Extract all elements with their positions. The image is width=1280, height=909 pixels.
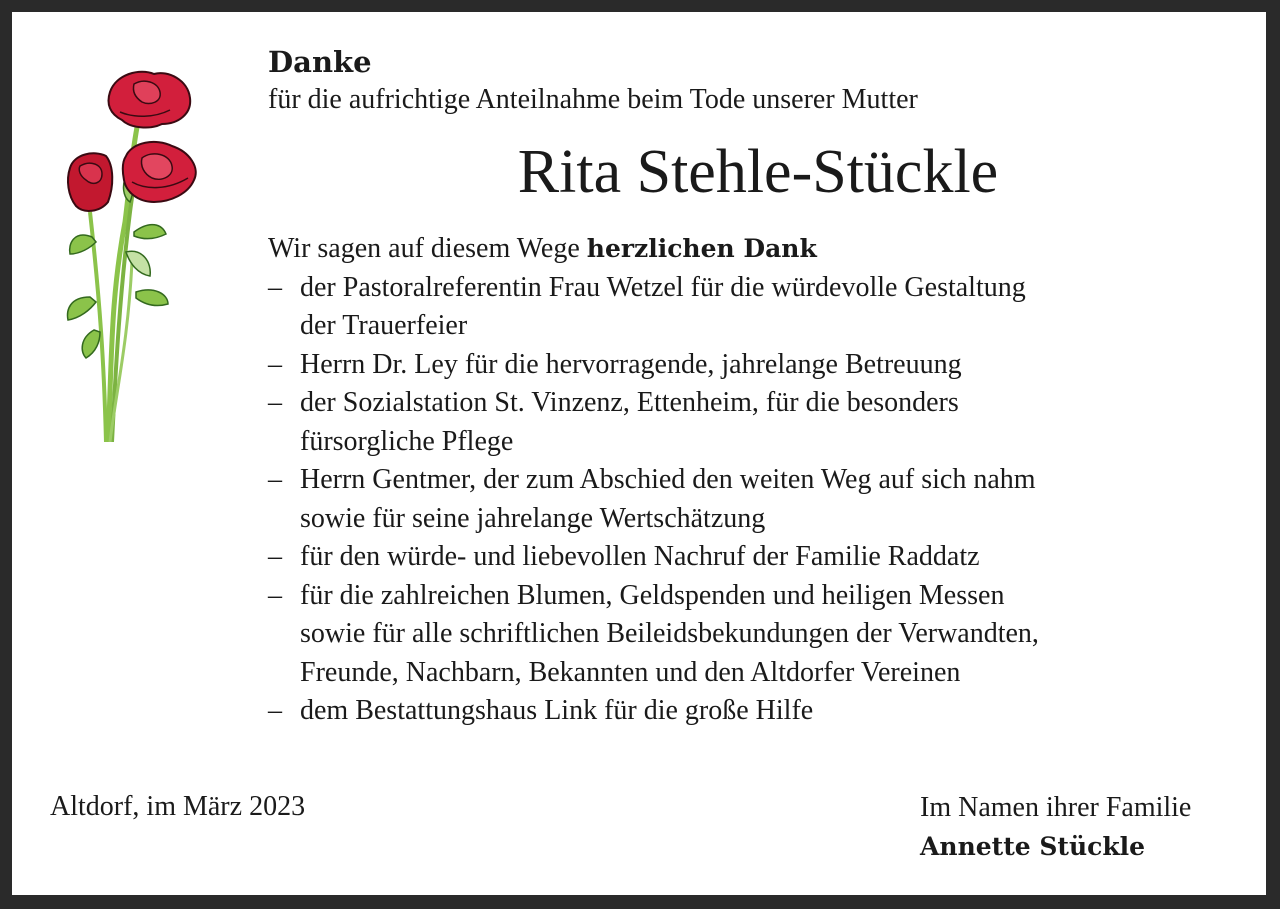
thanks-item-line: der Pastoralreferentin Frau Wetzel für die würdevolle Gestaltung bbox=[300, 271, 1026, 303]
thanks-item-line: Herrn Gentmer, der zum Abschied den weiten Weg auf sich nahm bbox=[300, 464, 1036, 495]
signature bbox=[920, 788, 1191, 866]
thanks-item-line: für die zahlreichen Blumen, Geldspenden und heiligen Messen bbox=[300, 579, 1005, 611]
thanks-item-line: sowie für seine jahrelange Wertschätzung bbox=[300, 502, 766, 534]
list-dash: – bbox=[268, 541, 282, 572]
list-dash: – bbox=[268, 464, 282, 495]
list-dash: – bbox=[268, 348, 282, 380]
signature-name: Annette Stückle bbox=[920, 832, 1146, 861]
thanks-item bbox=[268, 384, 1228, 461]
thanks-item bbox=[268, 461, 1228, 538]
thanks-item-line: sowie für alle schriftlichen Beileidsbekundungen der Verwandten, bbox=[300, 618, 1039, 649]
notice-content bbox=[268, 42, 1228, 731]
thanks-item bbox=[268, 577, 1228, 693]
list-dash: – bbox=[268, 579, 282, 611]
subheading: für die aufrichtige Anteilnahme beim Tode unserer Mutter bbox=[268, 84, 918, 115]
thanks-item-line: Freunde, Nachbarn, Bekannten und den Altdorfer Vereinen bbox=[300, 656, 961, 688]
place-date: Altdorf, im März 2023 bbox=[50, 791, 306, 822]
thanks-item bbox=[268, 346, 1228, 385]
thanks-item-line: fürsorgliche Pflege bbox=[300, 425, 514, 457]
signature-prefix: Im Namen ihrer Familie bbox=[920, 792, 1192, 823]
intro-line bbox=[268, 230, 1228, 269]
list-dash: – bbox=[268, 695, 282, 726]
obituary-notice bbox=[12, 12, 1266, 895]
thanks-list bbox=[268, 269, 1228, 731]
thanks-item bbox=[268, 692, 1228, 731]
heading: Danke bbox=[268, 45, 372, 79]
intro-prefix: Wir sagen auf diesem Wege bbox=[268, 233, 587, 264]
thanks-item-line: für den würde- und liebevollen Nachruf der Familie Raddatz bbox=[300, 541, 980, 572]
deceased-name: Rita Stehle-Stückle bbox=[517, 138, 999, 206]
thanks-item-line: Herrn Dr. Ley für die hervorragende, jahrelange Betreuung bbox=[300, 348, 962, 380]
roses-icon bbox=[50, 62, 200, 442]
thanks-item-line: der Sozialstation St. Vinzenz, Ettenheim, für die besonders bbox=[300, 387, 959, 418]
list-dash: – bbox=[268, 271, 282, 303]
thanks-item bbox=[268, 269, 1228, 346]
thanks-item bbox=[268, 538, 1228, 577]
thanks-item-line: dem Bestattungshaus Link für die große Hilfe bbox=[300, 695, 814, 726]
list-dash: – bbox=[268, 387, 282, 418]
thanks-item-line: der Trauerfeier bbox=[300, 310, 468, 341]
intro-bold: herzlichen Dank bbox=[586, 234, 817, 263]
